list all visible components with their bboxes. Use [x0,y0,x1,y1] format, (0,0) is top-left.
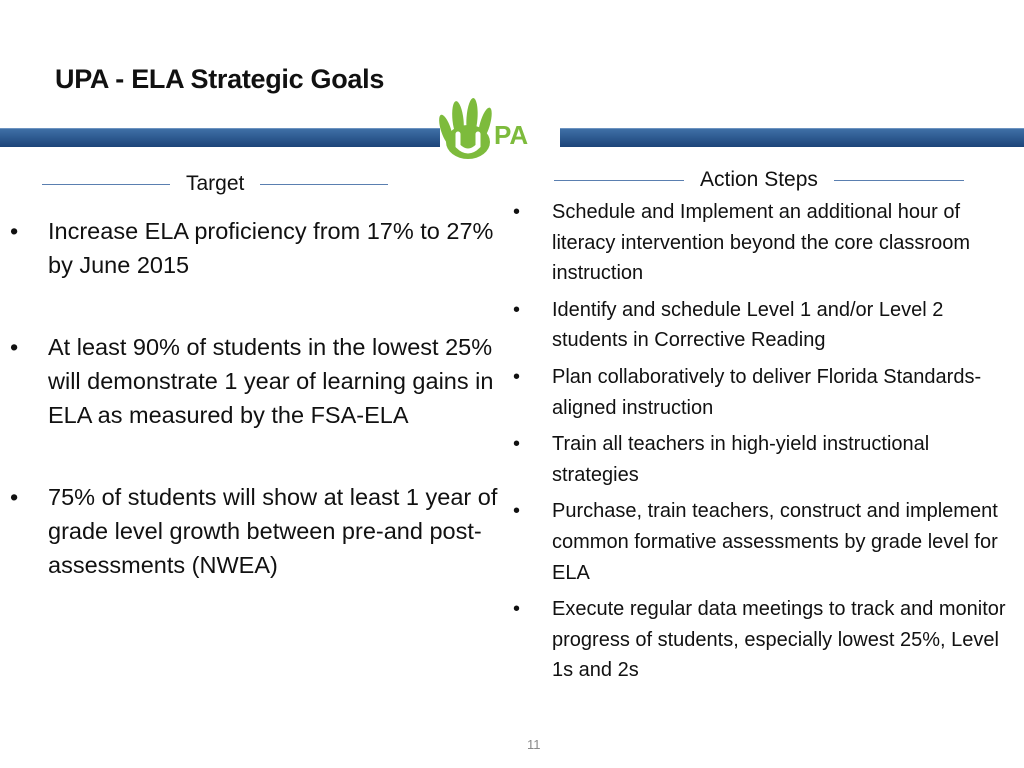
logo-text: PA [494,120,529,150]
upa-logo [432,96,562,164]
action-step-text: Execute regular data meetings to track and monitor progress of students, especially lowest 25%, Level 1s and 2s [552,598,1006,682]
bullet: • [513,500,521,523]
bullet: • [513,598,521,621]
action-step-text: Plan collaboratively to deliver Florida Standards-aligned instruction [552,365,982,419]
target-item-text: At least 90% of students in the lowest 25% will demonstrate 1 year of learning gains in ELA as measured by the FSA-ELA [48,334,494,428]
action-step-item [510,429,1010,490]
action-step-item [510,496,1010,588]
bullet: • [10,218,19,244]
target-heading [42,170,398,198]
bullet: • [513,433,521,456]
action-steps-list [510,197,1010,686]
target-item-text: 75% of students will show at least 1 year of grade level growth between pre-and post-assessments (NWEA) [48,484,498,578]
action-step-text: Schedule and Implement an additional hour of literacy intervention beyond the core classroom instruction [552,201,970,285]
page-number: 11 [527,737,541,752]
action-step-item [510,594,1010,686]
target-item [10,480,500,582]
action-heading-label: Action Steps [700,168,818,191]
target-item [10,214,500,282]
target-list [10,214,500,582]
action-step-text: Train all teachers in high-yield instructional strategies [552,433,930,486]
target-heading-rule-left [42,184,170,185]
bullet: • [513,298,521,321]
action-steps-heading [554,166,974,194]
target-heading-rule-right [260,184,388,185]
action-step-item [510,197,1010,289]
action-step-text: Purchase, train teachers, construct and implement common formative assessments by grade level for ELA [552,500,998,584]
action-heading-rule-right [834,180,964,181]
bullet: • [10,484,19,510]
action-heading-rule-left [554,180,684,181]
target-item [10,330,500,432]
header-band-left [0,128,440,147]
bullet: • [10,334,19,360]
bullet: • [513,365,521,388]
target-item-text: Increase ELA proficiency from 17% to 27% by June 2015 [48,218,494,278]
action-step-item [510,295,1010,356]
slide-title: UPA - ELA Strategic Goals [55,64,385,94]
target-heading-label: Target [186,172,245,195]
action-step-item [510,362,1010,423]
action-step-text: Identify and schedule Level 1 and/or Level 2 students in Corrective Reading [552,298,944,352]
bullet: • [513,201,521,223]
header-band-right [560,128,1024,147]
